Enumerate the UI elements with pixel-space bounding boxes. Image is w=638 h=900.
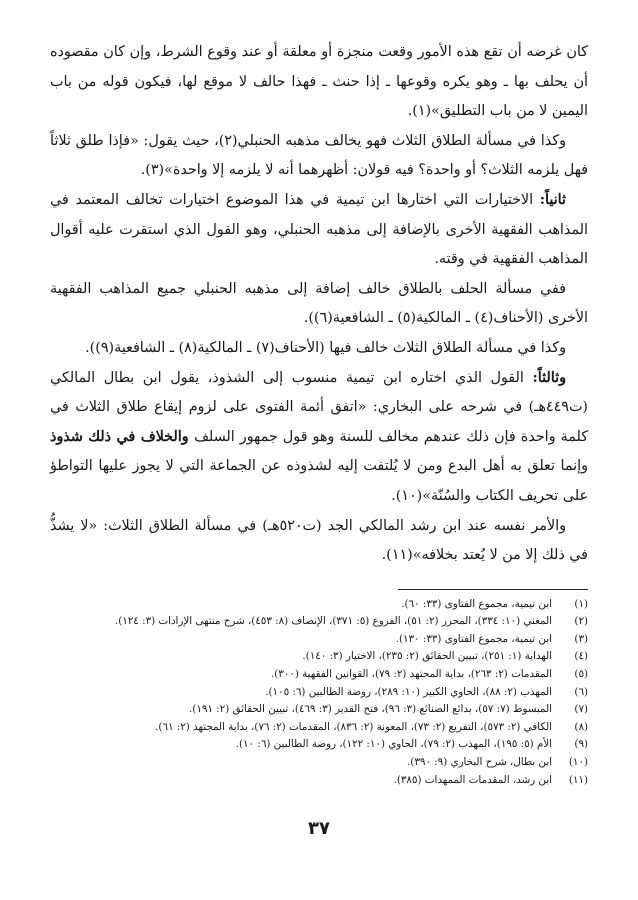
paragraph-5: وكذا في مسألة الطلاق الثلاث خالف فيها (الأحناف(٧) ـ المالكية(٨) ـ الشافعية(٩)). — [85, 339, 566, 356]
footnote-number: (١٠) — [568, 756, 588, 769]
footnote — [50, 684, 588, 702]
footnote-text: المهذب (٢: ٨٨)، الحاوي الكبير (١٠: ٢٨٩)، روضة الطالبين (٦: ١٠٥). — [265, 685, 552, 698]
footnote-text: ابن رشد، المقدمات الممهدات (٣٨٥). — [393, 773, 552, 786]
section-lead-third: وثالثاً: — [532, 369, 566, 386]
paragraph-6-text-2: وإنما تعلق به أهل البدع ومن لا يُلتفت إليه لشذوذه عن الجماعة التي لا يجوز عليها التواطؤ على تحريف الكتاب والسُنّة»(١٠). — [50, 458, 588, 504]
page-number: ٣٧ — [308, 818, 330, 839]
footnote-text: المقدمات (٢: ٢٦٣)، بداية المجتهد (٢: ٧٩)، القوانين الفقهية (٣٠٠). — [270, 668, 552, 681]
footnote-number: (٢) — [574, 615, 588, 628]
paragraph-1: كان غرضه أن تقع هذه الأمور وقعت منجزة أو معلقة أو عند وقوع الشرط، وإن كان مقصوده أن يحلف بها ـ وهو يكره وقوعها ـ إذا حنث ـ فهذا حالف لا موقع لها، فيكون قوله من باب اليمين لا من باب التطليق»(١). — [50, 44, 588, 120]
footnote — [50, 613, 588, 631]
footnote — [50, 631, 588, 649]
footnote-number: (١) — [574, 597, 588, 610]
footnote — [50, 596, 588, 614]
footnote — [50, 719, 588, 737]
paragraph-6-bold: والخلاف في ذلك شذوذ — [50, 428, 195, 445]
paragraph-7: والأمر نفسه عند ابن رشد المالكي الجد (ت٥٢٠هـ) في مسألة الطلاق الثلاث: «لا يشذُّ في ذلك إلا من لا يُعتد بخلافه»(١١). — [50, 517, 588, 564]
section-lead-second: ثانياً: — [539, 191, 566, 208]
footnote-number: (٩) — [574, 738, 588, 751]
main-text — [50, 38, 588, 571]
footnote — [50, 701, 588, 719]
footnote — [50, 754, 588, 772]
paragraph-3 — [50, 186, 588, 275]
footnote — [50, 648, 588, 666]
footnote-number: (٦) — [574, 685, 588, 698]
footnote — [50, 772, 588, 790]
footnote-number: (٤) — [574, 650, 588, 663]
footnote-text: الهداية (١: ٢٥١)، تبيين الحقائق (٢: ٢٣٥)، الاختيار (٣: ١٤٠). — [302, 650, 552, 663]
footnote-number: (٥) — [574, 668, 588, 681]
footnote-separator — [398, 589, 588, 590]
paragraph-3-text: الاختيارات التي اختارها ابن تيمية في هذا الموضوع اختيارات تخالف المعتمد في المذاهب الفقهية الأخرى بالإضافة إلى مذهبه الحنبلي، وهو القول الذي استقرت عليه أقوال المذاهب الفقهية في وقته. — [50, 191, 588, 268]
paragraph-2: وكذا في مسألة الطلاق الثلاث فهو يخالف مذهبه الحنبلي(٢)، حيث يقول: «فإذا طلق ثلاثاً فهل يلزمه الثلاث؟ أو واحدة؟ فيه قولان: أظهرهما أنه لا يلزمه إلا واحدة»(٣). — [50, 132, 588, 179]
paragraph-6-text: القول الذي اختاره ابن تيمية منسوب إلى الشذوذ، يقول ابن بطال المالكي (ت٤٤٩هـ) في شرحه على البخاري: «اتفق أئمة الفتوى على لزوم إيقاع طلاق الثلاث في كلمة واحدة فإن ذلك عندهم مخالف للسنة وهو قول جمهور السلف — [50, 369, 589, 445]
footnote-text: ابن تيمية، مجموع الفتاوى (٣٣: ٦٠). — [401, 597, 552, 610]
footnote-number: (٣) — [574, 632, 588, 645]
footnote-number: (٧) — [574, 703, 588, 716]
footnote-text: المغني (١٠: ٣٣٤)، المحرر (٢: ٥١)، الفروع (٥: ٣٧١)، الإنصاف (٨: ٤٥٣)، شرح منتهى الإرادات (٣: ١٢٤). — [114, 615, 552, 628]
footnote — [50, 736, 588, 754]
footnote-text: ابن تيمية، مجموع الفتاوى (٣٣: ١٣٠). — [395, 632, 552, 645]
footnote-number: (٨) — [574, 720, 588, 733]
footnote-text: الكافي (٢: ٥٧٣)، التفريع (٢: ٧٣)، المعونة (٢: ٨٣٦)، المقدمات (٢: ٧٦)، بداية المجتهد (٢: ٦١). — [155, 720, 552, 733]
footnotes — [50, 596, 588, 790]
footnote-text: الأم (٥: ١٩٥)، المهذب (٢: ٧٩)، الحاوي (١٠: ١٢٢)، روضة الطالبين (٦: ١٠). — [235, 738, 552, 751]
paragraph-4: ففي مسألة الحلف بالطلاق خالف إضافة إلى مذهبه الحنبلي جميع المذاهب الفقهية الأخرى (الأحناف(٤) ـ المالكية(٥) ـ الشافعية(٦)). — [50, 280, 588, 327]
footnote — [50, 666, 588, 684]
paragraph-6 — [50, 364, 588, 512]
footnote-text: ابن بطال، شرح البخاري (٩: ٣٩٠). — [407, 756, 552, 769]
footnote-number: (١١) — [568, 773, 588, 786]
footnote-text: المبسوط (٧: ٥٧)، بدائع الصنائع (٣: ٩٦)، فتح القدير (٣: ٤٦٩)، تبيين الحقائق (٢: ١٩١). — [189, 703, 552, 716]
